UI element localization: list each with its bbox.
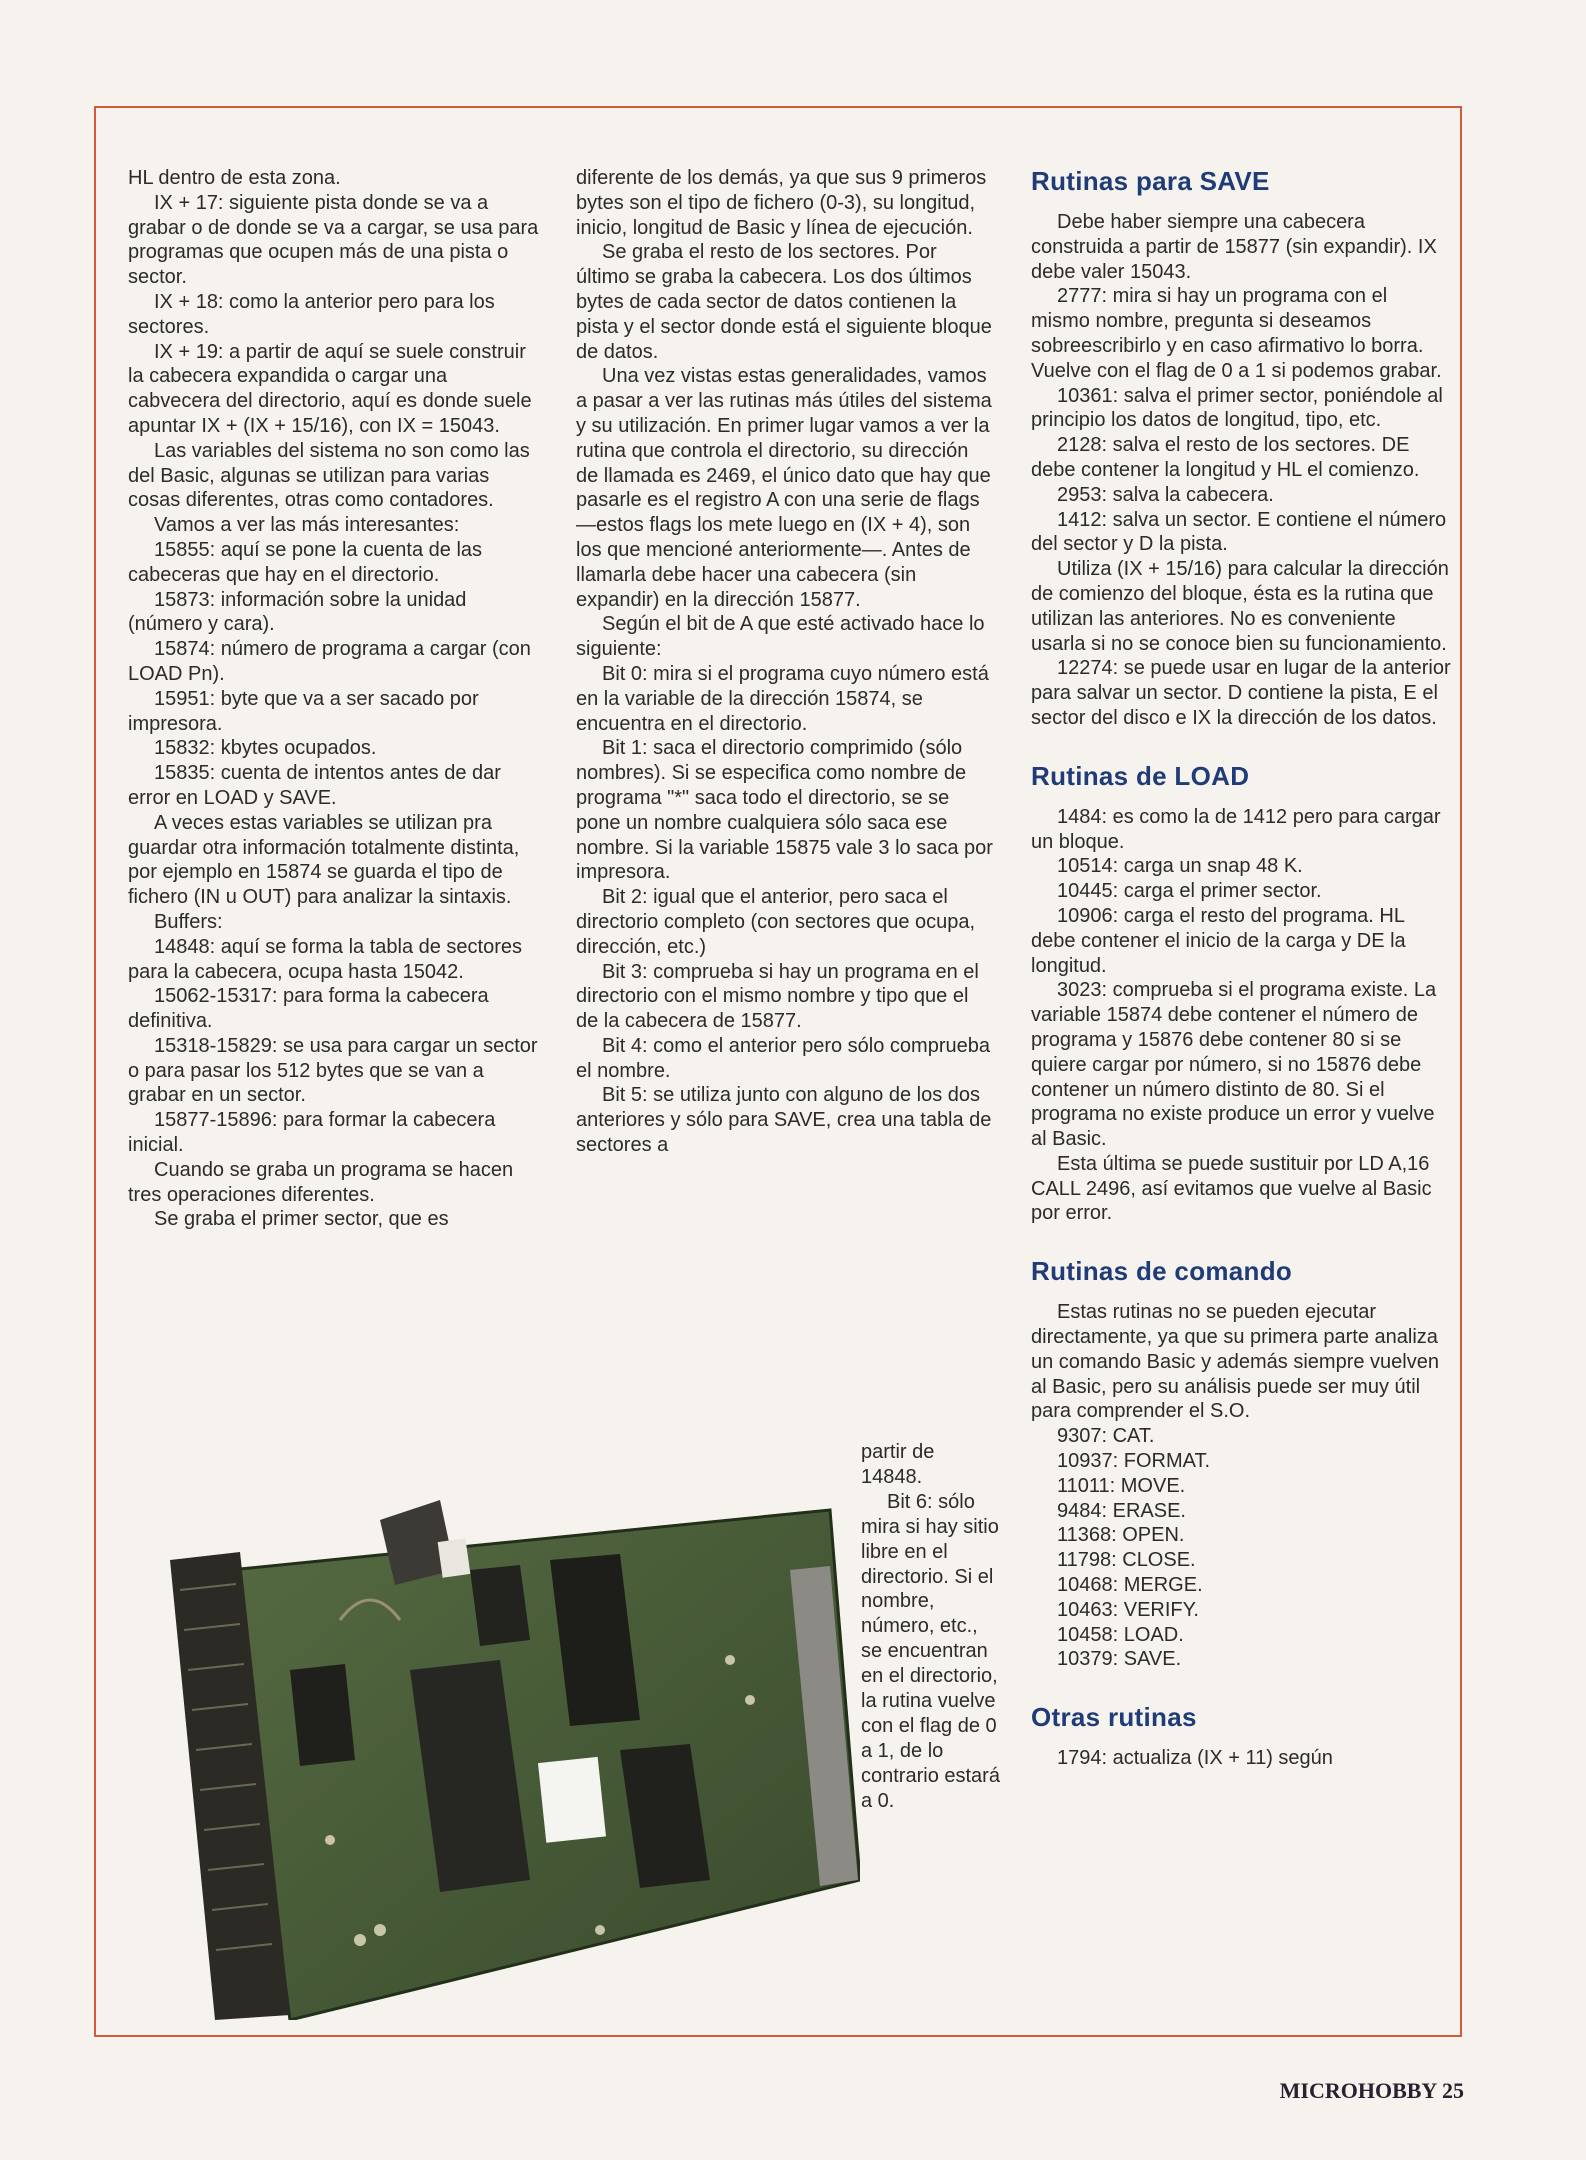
paragraph: Utiliza (IX + 15/16) para calcular la dirección de comienzo del bloque, ésta es la rutina que utilizan las anteriores. No es conveniente usarla si no se conoce bien su funcionamiento. — [1031, 558, 1449, 655]
text-column-2 — [576, 166, 994, 1158]
command-list-item: 9484: ERASE. — [1057, 1499, 1186, 1522]
text-column-1 — [128, 166, 540, 1232]
paragraph: 2777: mira si hay un programa con el mismo nombre, pregunta si deseamos sobreescribirlo y en caso afirmativo lo borra. Vuelve con el flag de 0 a 1 si podemos grabar. — [1031, 285, 1442, 382]
paragraph: 10514: carga un snap 48 K. — [1057, 855, 1303, 878]
paragraph: Estas rutinas no se pueden ejecutar directamente, ya que su primera parte analiza un comando Basic y además siempre vuelven al Basic, pero su análisis puede ser muy útil para comprender el S.O. — [1031, 1301, 1439, 1423]
text-column-3 — [1031, 166, 1451, 1771]
command-list-item: 10458: LOAD. — [1057, 1623, 1184, 1646]
paragraph: 15877-15896: para formar la cabecera inicial. — [128, 1109, 496, 1157]
paragraph: 15062-15317: para forma la cabecera definitiva. — [128, 985, 489, 1033]
paragraph: 12274: se puede usar en lugar de la anterior para salvar un sector. D contiene la pista, E el sector del disco e IX la dirección de los datos. — [1031, 657, 1451, 729]
paragraph: 15855: aquí se pone la cuenta de las cabeceras que hay en el directorio. — [128, 538, 483, 586]
paragraph: Cuando se graba un programa se hacen tres operaciones diferentes. — [128, 1158, 514, 1206]
circuit-board-photo — [170, 1460, 860, 2020]
command-list-item: 10937: FORMAT. — [1057, 1450, 1211, 1473]
paragraph: 10445: carga el primer sector. — [1057, 880, 1322, 903]
paragraph: 2128: salva el resto de los sectores. DE debe contener la longitud y HL el comienzo. — [1031, 434, 1420, 481]
section-title-command: Rutinas de comando — [1031, 1256, 1293, 1287]
paragraph: 15951: byte que va a ser sacado por impresora. — [128, 687, 479, 735]
paragraph: Bit 2: igual que el anterior, pero saca el directorio completo (con sectores que ocupa, dirección, etc.) — [576, 886, 976, 958]
paragraph: Esta última se puede sustituir por LD A,16 CALL 2496, así evitamos que vuelve al Basic por error. — [1031, 1152, 1432, 1225]
paragraph: 15832: kbytes ocupados. — [154, 737, 377, 760]
paragraph: Las variables del sistema no son como las del Basic, algunas se utilizan para varias cosas diferentes, otras como contadores. — [128, 439, 530, 512]
command-list-item: 10379: SAVE. — [1057, 1648, 1182, 1671]
paragraph: IX + 17: siguiente pista donde se va a grabar o de donde se va a cargar, se usa para programas que ocupen más de una pista o sector. — [128, 191, 539, 289]
paragraph: 1794: actualiza (IX + 11) según — [1057, 1747, 1333, 1770]
paragraph: 2953: salva la cabecera. — [1057, 483, 1274, 506]
command-list-item: 11798: CLOSE. — [1057, 1549, 1196, 1572]
paragraph: Se graba el primer sector, que es — [154, 1208, 449, 1231]
paragraph: 10906: carga el resto del programa. HL debe contener el inicio de la carga y DE la longitud. — [1031, 904, 1406, 977]
paragraph: partir de 14848. — [861, 1441, 935, 1488]
paragraph: Según el bit de A que esté activado hace lo siguiente: — [576, 613, 985, 661]
paragraph: diferente de los demás, ya que sus 9 primeros bytes son el tipo de fichero (0-3), su longitud, inicio, longitud de Basic y línea de ejecución. — [576, 167, 987, 239]
command-list-item: 10463: VERIFY. — [1057, 1598, 1199, 1621]
paragraph: Buffers: — [154, 910, 223, 933]
paragraph: HL dentro de esta zona. — [128, 167, 341, 189]
text-column-2-tail — [861, 1440, 1001, 1814]
paragraph: Bit 5: se utiliza junto con alguno de los dos anteriores y sólo para SAVE, crea una tabla de sectores a — [576, 1084, 992, 1157]
section-title-save: Rutinas para SAVE — [1031, 166, 1270, 196]
paragraph: IX + 19: a partir de aquí se suele construir la cabecera expandida o cargar una cabvecera del directorio, aquí es donde suele apuntar IX + (IX + 15/16), con IX = 15043. — [128, 340, 532, 437]
paragraph: Bit 4: como el anterior pero sólo comprueba el nombre. — [576, 1034, 990, 1082]
section-title-load: Rutinas de LOAD — [1031, 760, 1250, 791]
command-list-item: 11368: OPEN. — [1057, 1524, 1185, 1547]
paragraph: Bit 3: comprueba si hay un programa en el directorio con el mismo nombre y tipo que el de la cabecera de 15877. — [576, 960, 979, 1033]
paragraph: 1412: salva un sector. E contiene el número del sector y D la pista. — [1031, 508, 1447, 556]
paragraph: 1484: es como la de 1412 pero para cargar un bloque. — [1031, 805, 1441, 853]
command-list-item: 11011: MOVE. — [1057, 1474, 1186, 1497]
section-title-other: Otras rutinas — [1031, 1702, 1197, 1733]
paragraph: Bit 0: mira si el programa cuyo número está en la variable de la dirección 15874, se encuentra en el directorio. — [576, 662, 989, 735]
paragraph: 3023: comprueba si el programa existe. La variable 15874 debe contener el número de programa y 15876 debe contener 80 si se quiere cargar por número, si no 15876 debe contener un número distinto de 80. Si el programa no existe produce un error y vuelve al Basic. — [1031, 979, 1437, 1151]
paragraph: 10361: salva el primer sector, poniéndole al principio los datos de longitud, tipo, etc. — [1031, 384, 1443, 432]
paragraph: Bit 6: sólo mira si hay sitio libre en el directorio. Si el nombre, número, etc., se encuentran en el directorio, la rutina vuelve con el flag de 0 a 1, de lo contrario estará a 0. — [861, 1490, 1000, 1812]
paragraph: 15318-15829: se usa para cargar un sector o para pasar los 512 bytes que se van a grabar en un sector. — [128, 1034, 538, 1107]
paragraph: Se graba el resto de los sectores. Por último se graba la cabecera. Los dos últimos bytes de cada sector de datos contienen la pista y el sector donde está el siguiente bloque de datos. — [576, 241, 992, 363]
paragraph: 15835: cuenta de intentos antes de dar error en LOAD y SAVE. — [128, 762, 501, 809]
page-footer: MICROHOBBY 25 — [1279, 2078, 1464, 2103]
command-list-item: 10468: MERGE. — [1057, 1574, 1203, 1597]
paragraph: Una vez vistas estas generalidades, vamos a pasar a ver las rutinas más útiles del sistema y su utilización. En primer lugar vamos a ver la rutina que controla el directorio, su dirección de llamada es 2469, el único dato que hay que pasarle es el registro A con una serie de flags —estos flags los mete luego en (IX + 4), son los que mencioné anteriormente—. Antes de llamarla debe hacer una cabecera (sin expandir) en la dirección 15877. — [576, 365, 992, 611]
paragraph: Debe haber siempre una cabecera construida a partir de 15877 (sin expandir). IX debe valer 15043. — [1031, 211, 1437, 283]
paragraph: IX + 18: como la anterior pero para los sectores. — [128, 290, 495, 338]
paragraph: 14848: aquí se forma la tabla de sectores para la cabecera, ocupa hasta 15042. — [128, 935, 523, 983]
paragraph: A veces estas variables se utilizan pra guardar otra información totalmente distinta, por ejemplo en 15874 se guarda el tipo de fichero (IN u OUT) para analizar la sintaxis. — [128, 811, 520, 909]
command-list-item: 9307: CAT. — [1057, 1425, 1155, 1448]
paragraph: 15873: información sobre la unidad (número y cara). — [128, 588, 467, 636]
paragraph: 15874: número de programa a cargar (con LOAD Pn). — [128, 638, 531, 685]
paragraph: Vamos a ver las más interesantes: — [154, 514, 460, 537]
paragraph: Bit 1: saca el directorio comprimido (sólo nombres). Si se especifica como nombre de programa "*" saca todo el directorio, se se pone un nombre cualquiera sólo saca ese nombre. Si la variable 15875 vale 3 lo saca por impresora. — [576, 737, 993, 884]
